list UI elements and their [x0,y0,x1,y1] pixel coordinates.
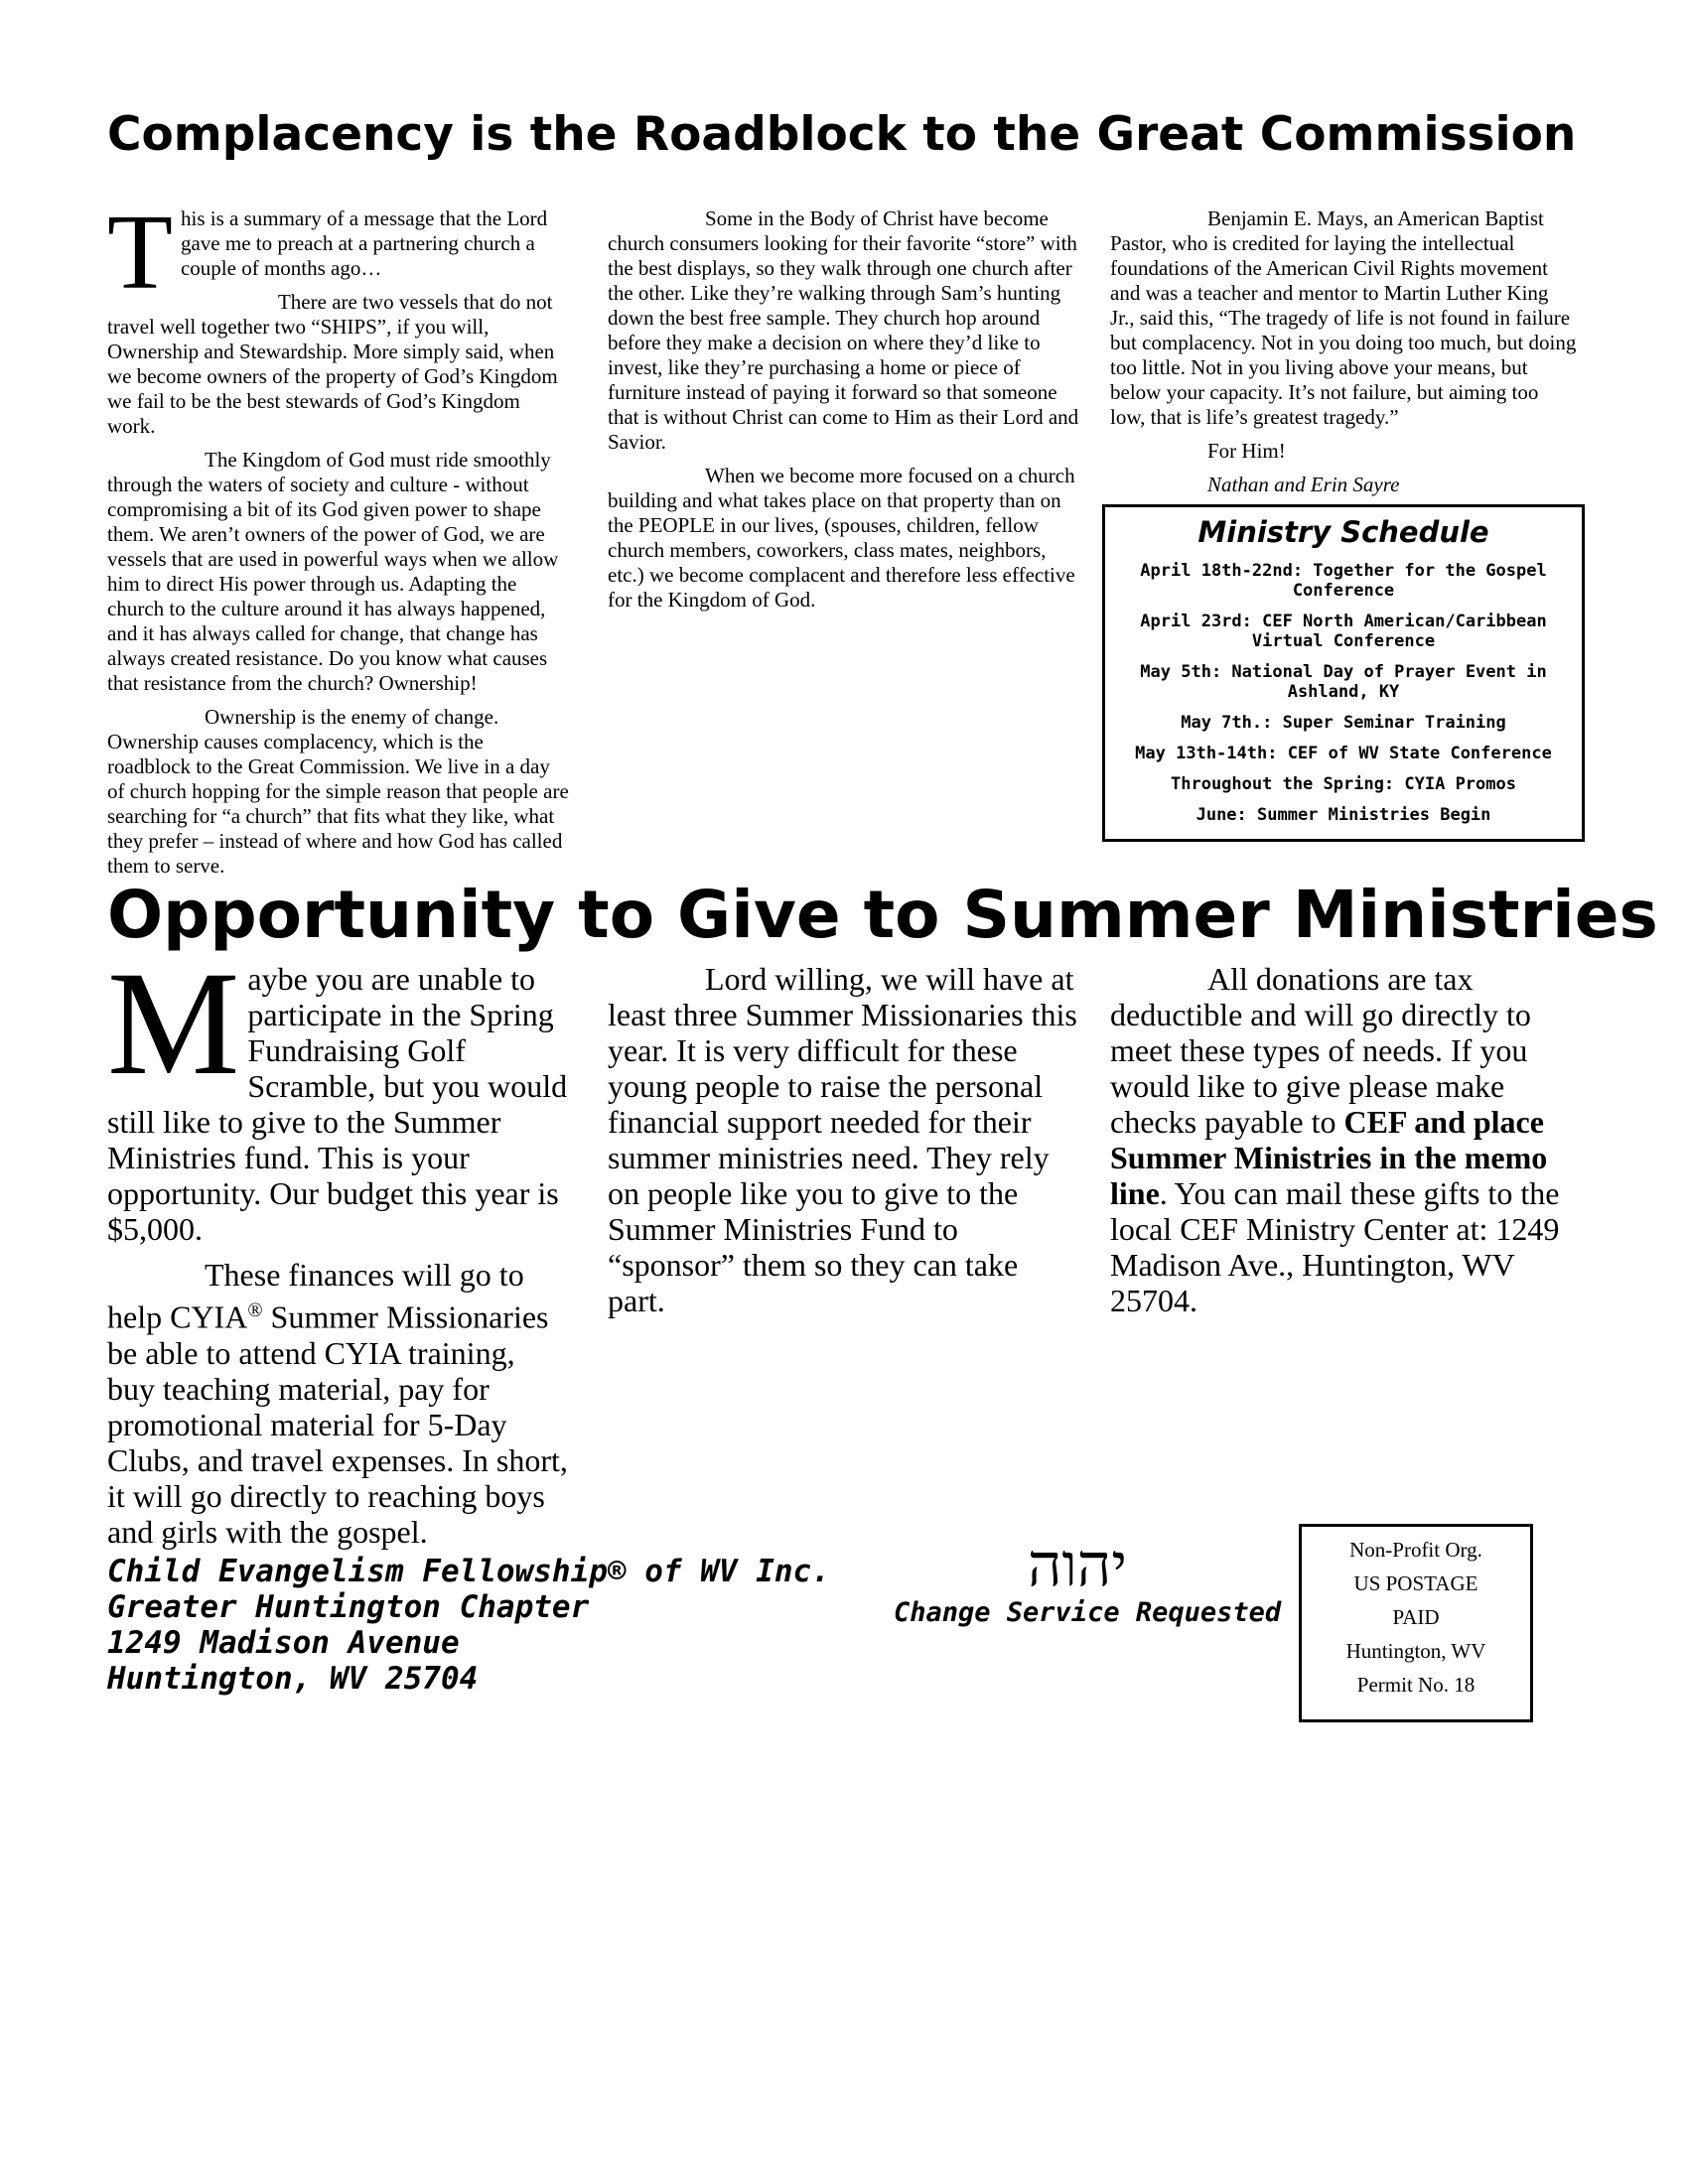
article-column-2 [608,206,1082,621]
schedule-item: April 18th-22nd: Together for the Gospel Conference [1140,561,1547,601]
service-block [894,1533,1282,1629]
signature: Nathan and Erin Sayre [1207,473,1400,496]
paragraph: Lord willing, we will have at least three Summer Missionaries this year. It is very difficult for these young people to raise the personal financial support needed for their summer ministries need. They rely on people like you to give to the Summer Ministries Fund to “sponsor” them so they can take part. [608,961,1077,1318]
address-line: Child Evangelism Fellowship® of WV Inc. [107,1554,830,1589]
closing: For Him! [1207,439,1286,463]
postage-indicia: Non-Profit Org. US POSTAGE PAID Huntington, WV Permit No. 18 [1299,1524,1533,1722]
ministry-schedule-box [1102,504,1585,842]
service-requested: Change Service Requested [894,1597,1282,1628]
return-address [107,1554,830,1697]
paragraph: Some in the Body of Christ have become church consumers looking for their favorite “store” with the best displays, so they walk through one church after the other. Like they’re walking through Sam’s hunting down the best free sample. They church hop around before they make a decision on where they’d like to invest, like they’re purchasing a home or piece of furniture instead of paying it forward so that someone that is without Christ can come to Him as their Lord and Savior. [608,206,1079,454]
article-column-1 [107,194,570,887]
address-line: Huntington, WV 25704 [107,1661,479,1697]
paragraph: When we become more focused on a church building and what takes place on that property than on the PEOPLE in our lives, (spouses, children, fellow church members, coworkers, class mates, neighbors, etc.) we become complacent and therefore less effective for the Kingdom of God. [608,464,1075,612]
article-title: Complacency is the Roadblock to the Great Commission [107,107,1577,162]
address-line: Greater Huntington Chapter [107,1589,590,1625]
hebrew-name: יהוה [1027,1533,1128,1598]
article-title: Opportunity to Give to Summer Ministries [107,877,1658,953]
schedule-item: May 13th-14th: CEF of WV State Conference [1135,744,1552,763]
schedule-item: May 5th: National Day of Prayer Event in Ashland, KY [1140,662,1547,702]
schedule-title: Ministry Schedule [1197,515,1489,549]
paragraph: Ownership is the enemy of change. Ownership causes complacency, which is the roadblock to the Great Commission. We live in a day of church hopping for the simple reason that people are searching for “a church” that fits what they like, what they prefer – instead of where and how God has called them to serve. [107,705,569,878]
paragraph: These finances will go to help CYIA® Summer Missionaries be able to attend CYIA training, buy teaching material, pay for promotional material for 5-Day Clubs, and travel expenses. In short, it will go directly to reaching boys and girls with the gospel. [107,1257,568,1550]
article-column-3 [1110,961,1577,1328]
drop-cap: T [107,194,173,312]
paragraph: All donations are tax deductible and will go directly to meet these types of needs. If you would like to give please make checks payable to CEF and place Summer Ministries in the memo line. You can mail these gifts to the local CEF Ministry Center at: 1249 Madison Ave., Huntington, WV 25704. [1110,961,1560,1318]
drop-cap: M [107,941,240,1106]
schedule-item: Throughout the Spring: CYIA Promos [1171,774,1516,794]
paragraph: The Kingdom of God must ride smoothly through the waters of society and culture - without compromising a bit of its God given power to shape them. We aren’t owners of the power of God, we are vessels that are used in powerful ways when we allow him to direct His power through us. Adapting the church to the culture around it has always happened, and it has always called for change, that change has always created resistance. Do you know what causes that resistance from the church? Ownership! [107,448,559,695]
article-column-3 [1110,206,1577,506]
paragraph: Benjamin E. Mays, an American Baptist Pastor, who is credited for laying the intellectual foundations of the American Civil Rights movement and was a teacher and mentor to Martin Luther King Jr., said this, “The tragedy of life is not found in failure but complacency. Not in you doing too much, but doing too little. Not in you living above your means, but below your capacity. It’s not failure, but aiming too low, that is life’s greatest tragedy.” [1110,206,1577,429]
schedule-item: June: Summer Ministries Begin [1196,805,1491,825]
address-line: 1249 Madison Avenue [107,1625,460,1661]
schedule-item: April 23rd: CEF North American/Caribbean Virtual Conference [1140,612,1547,651]
article-column-2 [608,961,1082,1328]
intro-paragraph: M aybe you are unable to participate in the Spring Fundraising Golf Scramble, but you would still like to give to the Summer Ministries fund. This is your opportunity. Our budget this year is $5,000. [107,941,568,1247]
intro-paragraph: T his is a summary of a message that the Lord gave me to preach at a partnering church a couple of months ago… [107,194,548,312]
article-column-1 [107,941,570,1560]
paragraph: There are two vessels that do not travel well together two “SHIPS”, if you will, Ownership and Stewardship. More simply said, when we become owners of the property of God’s Kingdom we fail to be the best stewards of God’s Kingdom work. [107,290,558,438]
schedule-item: May 7th.: Super Seminar Training [1181,713,1506,733]
